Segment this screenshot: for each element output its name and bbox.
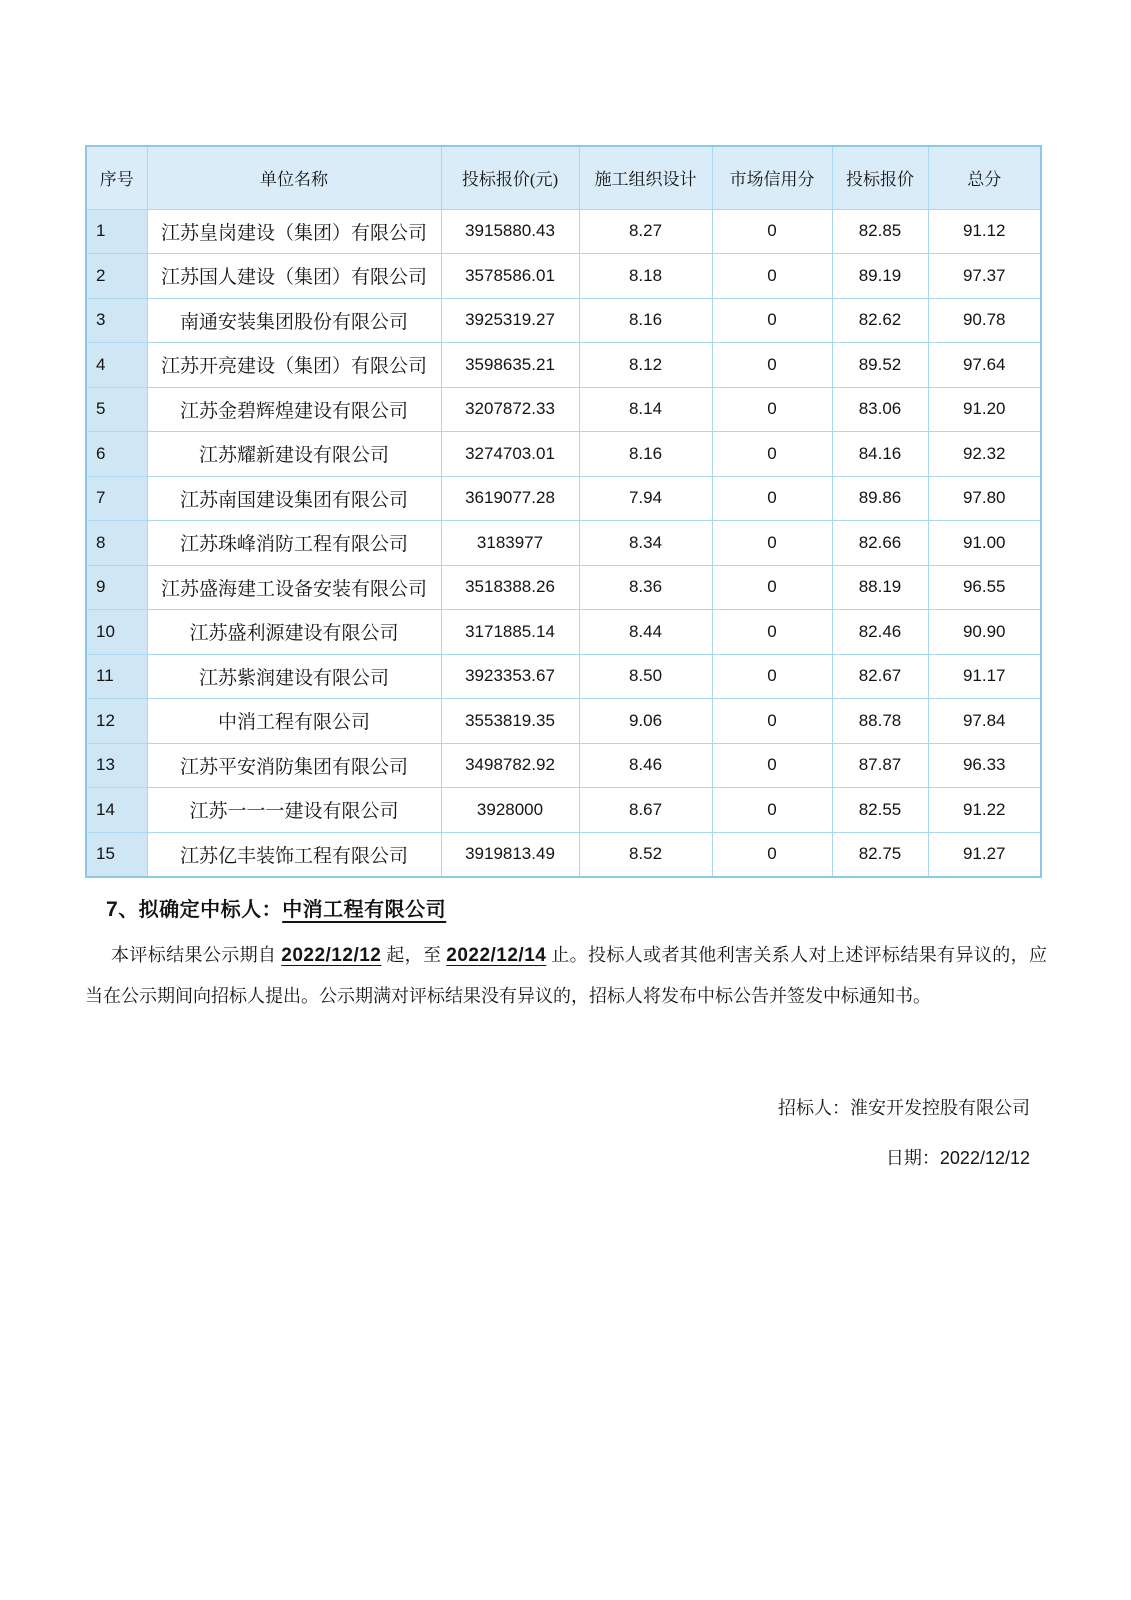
cell-bid-price-score: 84.16 [832,432,928,477]
column-header: 投标报价 [832,146,928,209]
cell-bid-price: 3207872.33 [441,387,579,432]
cell-total-score: 97.64 [928,343,1041,388]
cell-index: 2 [86,254,147,299]
cell-index: 3 [86,298,147,343]
cell-total-score: 91.27 [928,832,1041,877]
cell-construction-design-score: 8.36 [579,565,712,610]
cell-bid-price-score: 89.19 [832,254,928,299]
cell-construction-design-score: 8.12 [579,343,712,388]
cell-market-credit-score: 0 [712,832,832,877]
cell-total-score: 96.55 [928,565,1041,610]
cell-market-credit-score: 0 [712,432,832,477]
table-row [86,254,1041,299]
cell-bid-price-score: 87.87 [832,743,928,788]
cell-total-score: 97.84 [928,699,1041,744]
cell-bid-price: 3919813.49 [441,832,579,877]
winner-line-number: 7 [106,898,119,921]
cell-market-credit-score: 0 [712,521,832,566]
cell-construction-design-score: 8.16 [579,432,712,477]
table-row [86,699,1041,744]
table-row [86,832,1041,877]
cell-total-score: 91.12 [928,209,1041,254]
cell-market-credit-score: 0 [712,743,832,788]
column-header: 序号 [86,146,147,209]
table-header-row [86,146,1041,209]
cell-market-credit-score: 0 [712,565,832,610]
cell-index: 11 [86,654,147,699]
cell-bid-price: 3274703.01 [441,432,579,477]
date-label: 日期： [885,1148,940,1168]
cell-bid-price-score: 82.85 [832,209,928,254]
column-header: 市场信用分 [712,146,832,209]
bidder-label: 招标人： [778,1098,850,1118]
cell-bid-price: 3915880.43 [441,209,579,254]
signature-block [778,1094,1030,1172]
cell-total-score: 97.37 [928,254,1041,299]
cell-market-credit-score: 0 [712,387,832,432]
cell-market-credit-score: 0 [712,476,832,521]
table-row [86,743,1041,788]
cell-market-credit-score: 0 [712,699,832,744]
cell-construction-design-score: 8.16 [579,298,712,343]
cell-construction-design-score: 8.34 [579,521,712,566]
cell-total-score: 97.80 [928,476,1041,521]
cell-bid-price-score: 89.86 [832,476,928,521]
date-value: 2022/12/12 [939,1148,1030,1168]
cell-market-credit-score: 0 [712,254,832,299]
bid-results-table [85,145,1042,878]
cell-bid-price-score: 82.62 [832,298,928,343]
cell-construction-design-score: 7.94 [579,476,712,521]
table-row [86,565,1041,610]
table-row [86,521,1041,566]
cell-bid-price: 3518388.26 [441,565,579,610]
table-row [86,298,1041,343]
bidder-name: 淮安开发控股有限公司 [850,1098,1030,1118]
table-row [86,476,1041,521]
cell-bid-price-score: 82.67 [832,654,928,699]
cell-company-name: 江苏开亮建设（集团）有限公司 [147,343,441,388]
cell-index: 1 [86,209,147,254]
cell-index: 15 [86,832,147,877]
notice-lead: 本评标结果公示期自 [111,945,282,965]
cell-index: 9 [86,565,147,610]
cell-index: 7 [86,476,147,521]
cell-index: 12 [86,699,147,744]
table-row [86,343,1041,388]
cell-construction-design-score: 8.44 [579,610,712,655]
date-line [778,1144,1030,1172]
cell-bid-price: 3171885.14 [441,610,579,655]
cell-market-credit-score: 0 [712,298,832,343]
cell-bid-price-score: 82.46 [832,610,928,655]
cell-company-name: 江苏南国建设集团有限公司 [147,476,441,521]
cell-market-credit-score: 0 [712,788,832,833]
notice-tail: 止。投标人或者其他利害关系人对上述评标结果有异议的，应当在公示期间向招标人提出。公示期满对评标结果没有异议的，招标人将发布中标公告并签发中标通知书。 [85,945,1048,1006]
cell-total-score: 91.17 [928,654,1041,699]
cell-construction-design-score: 8.18 [579,254,712,299]
table-body [86,209,1041,877]
notice-paragraph [85,935,1047,1016]
cell-bid-price: 3553819.35 [441,699,579,744]
cell-company-name: 江苏耀新建设有限公司 [147,432,441,477]
table-row [86,387,1041,432]
cell-bid-price-score: 82.55 [832,788,928,833]
cell-construction-design-score: 8.14 [579,387,712,432]
cell-total-score: 90.78 [928,298,1041,343]
cell-company-name: 江苏平安消防集团有限公司 [147,743,441,788]
cell-company-name: 江苏紫润建设有限公司 [147,654,441,699]
cell-total-score: 91.00 [928,521,1041,566]
cell-market-credit-score: 0 [712,209,832,254]
cell-bid-price-score: 82.75 [832,832,928,877]
cell-construction-design-score: 8.27 [579,209,712,254]
cell-company-name: 江苏国人建设（集团）有限公司 [147,254,441,299]
winner-company-name: 中消工程有限公司 [282,899,447,921]
cell-company-name: 江苏一一一建设有限公司 [147,788,441,833]
cell-total-score: 91.22 [928,788,1041,833]
winner-line [106,893,446,922]
cell-bid-price-score: 82.66 [832,521,928,566]
cell-index: 13 [86,743,147,788]
cell-construction-design-score: 9.06 [579,699,712,744]
cell-index: 5 [86,387,147,432]
cell-company-name: 江苏珠峰消防工程有限公司 [147,521,441,566]
cell-market-credit-score: 0 [712,610,832,655]
cell-bid-price-score: 89.52 [832,343,928,388]
notice-start-date: 2022/12/12 [281,945,382,966]
cell-market-credit-score: 0 [712,654,832,699]
cell-bid-price: 3619077.28 [441,476,579,521]
cell-total-score: 96.33 [928,743,1041,788]
notice-mid: 起，至 [381,945,447,965]
cell-bid-price: 3598635.21 [441,343,579,388]
column-header: 施工组织设计 [579,146,712,209]
cell-index: 8 [86,521,147,566]
table-row [86,610,1041,655]
cell-index: 10 [86,610,147,655]
cell-construction-design-score: 8.46 [579,743,712,788]
cell-bid-price-score: 83.06 [832,387,928,432]
cell-bid-price: 3578586.01 [441,254,579,299]
cell-bid-price: 3928000 [441,788,579,833]
cell-company-name: 江苏皇岗建设（集团）有限公司 [147,209,441,254]
cell-index: 6 [86,432,147,477]
table-row [86,788,1041,833]
table-row [86,432,1041,477]
cell-total-score: 92.32 [928,432,1041,477]
cell-index: 4 [86,343,147,388]
cell-company-name: 江苏金碧辉煌建设有限公司 [147,387,441,432]
cell-construction-design-score: 8.50 [579,654,712,699]
cell-index: 14 [86,788,147,833]
cell-bid-price-score: 88.19 [832,565,928,610]
bidder-line [778,1094,1030,1122]
notice-end-date: 2022/12/14 [446,945,547,966]
table-row [86,654,1041,699]
column-header: 投标报价(元) [441,146,579,209]
cell-market-credit-score: 0 [712,343,832,388]
cell-company-name: 江苏亿丰装饰工程有限公司 [147,832,441,877]
winner-line-label: 、拟确定中标人： [118,899,283,921]
cell-company-name: 南通安装集团股份有限公司 [147,298,441,343]
cell-construction-design-score: 8.52 [579,832,712,877]
cell-bid-price-score: 88.78 [832,699,928,744]
cell-company-name: 中消工程有限公司 [147,699,441,744]
cell-construction-design-score: 8.67 [579,788,712,833]
cell-bid-price: 3498782.92 [441,743,579,788]
cell-company-name: 江苏盛海建工设备安装有限公司 [147,565,441,610]
cell-total-score: 91.20 [928,387,1041,432]
cell-bid-price: 3183977 [441,521,579,566]
column-header: 总分 [928,146,1041,209]
table-row [86,209,1041,254]
cell-company-name: 江苏盛利源建设有限公司 [147,610,441,655]
cell-bid-price: 3925319.27 [441,298,579,343]
cell-total-score: 90.90 [928,610,1041,655]
column-header: 单位名称 [147,146,441,209]
cell-bid-price: 3923353.67 [441,654,579,699]
